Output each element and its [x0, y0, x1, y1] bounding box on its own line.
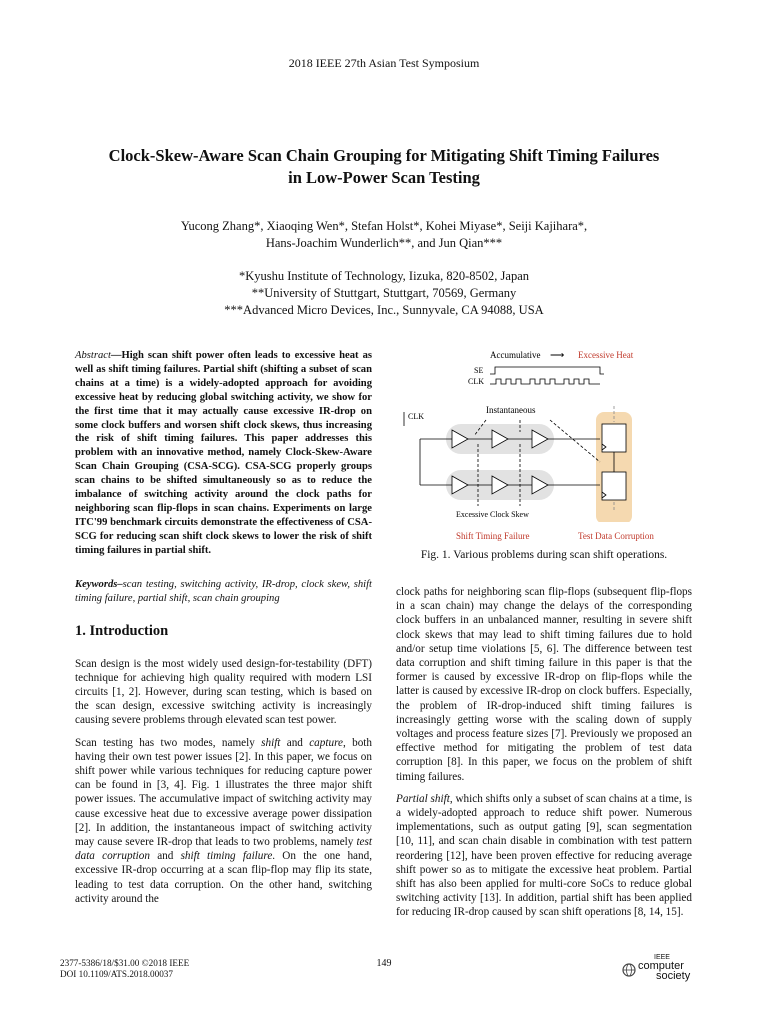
label-clk: CLK [408, 412, 424, 421]
section-heading-introduction: 1. Introduction [75, 623, 169, 640]
text-span: Scan testing has two modes, namely [75, 736, 262, 749]
text-span: . On the one hand, excessive IR-drop occurring at a scan flip-flop may flip its state, leading to test data corruption. On the other hand, switching activity around the [75, 850, 372, 905]
right-column [396, 585, 692, 928]
text-span: and [149, 850, 181, 863]
keywords [75, 578, 372, 606]
intro-paragraph-3: clock paths for neighboring scan flip-flops (subsequent flip-flops in a scan chain) may change the delays of the corresponding clock buffers in an unbalanced manner, resulting in severe shift clock skews that may lead to shift timing failures due to hold and/or setup time violations [5, 6]. The difference between test data corruption and shift timing failure in this paper is that the former is caused by excessive IR-drop on flip-flops while the latter is caused by excessive IR-drop on clock buffers. Especially, the problem of IR-drop-induced shift timing failures is increasingly getting worse with the scaling down of supply voltages and process feature sizes [7]. Previously we proposed an effective method for mitigating the problem of test data corruption [8]. In this paper, we focus on the problem of shift timing failures. [396, 586, 692, 783]
keywords-lead: Keywords– [75, 578, 123, 590]
title-line-1: Clock-Skew-Aware Scan Chain Grouping for Mitigating Shift Timing Failures [108, 146, 660, 165]
abstract-text: —High scan shift power often leads to excessive heat as well as shift timing failures. Partial shift (shifting a subset of scan chains at a time) is a widely-adopted approach for avoiding excessive heat by reducing global switching activity, we show for the first time that it may actually cause excessive IR-drop on some clock buffers and worsen shift clock skews, thus increasing the risk of shift timing failures. This paper addresses this problem with an innovative method, namely Clock-Skew-Aware Scan Chain Grouping (CSA-SCG). CSA-SCG properly groups scan chains to be shifted simultaneously so as to reduce the imbalance of switching activity around the clock paths for neighboring scan flip-flops in scan chains. Experiments on large ITC'99 benchmark circuits demonstrate the effectiveness of CSA-SCG for reducing scan shift clock skews to lower the risk of shift timing failures in partial shift. [75, 350, 372, 556]
clk-waveform [490, 379, 600, 384]
label-excessive-clock-skew: Excessive Clock Skew [456, 510, 529, 519]
abstract-lead: Abstract [75, 350, 111, 361]
conference-name: 2018 IEEE 27th Asian Test Symposium [288, 56, 480, 70]
logo-text [638, 961, 690, 981]
label-shift-timing-failure: Shift Timing Failure [456, 531, 530, 541]
dashed-arrow [550, 420, 600, 462]
authors-line-2: Hans-Joachim Wunderlich**, and Jun Qian*** [265, 236, 503, 250]
label-accumulative: Accumulative [490, 350, 541, 360]
se-waveform [490, 367, 604, 374]
keywords-text: scan testing, switching activity, IR-drop, clock skew, shift timing failure, partial shift, scan chain grouping [75, 578, 372, 604]
left-column [75, 349, 372, 914]
authors-line-1: Yucong Zhang*, Xiaoqing Wen*, Stefan Holst*, Kohei Miyase*, Seiji Kajihara*, [180, 219, 588, 233]
label-se: SE [474, 366, 484, 375]
affiliation-1: *Kyushu Institute of Technology, Iizuka, 820-8502, Japan [238, 269, 530, 283]
logo-ieee-text: IEEE [654, 954, 670, 961]
arrow-icon: ⟶ [550, 350, 565, 361]
text-span: , both having their own test power issues [2]. In this paper, we focus on shift power while various techniques for reducing capture power can be found in [3, 4]. Fig. 1 illustrates the three major shift power issues. The accumulative impact of switching activity may cause excessive heat due to excessive average power dissipation [2]. In addition, the instantaneous impact of switching activity may cause severe IR-drop that leads to two problems, namely [75, 736, 372, 849]
term-capture: capture [309, 736, 343, 749]
logo-computer-text: computer [638, 960, 684, 972]
footer-line-1: 2377-5386/18/$31.00 ©2018 IEEE [60, 958, 190, 968]
term-partial-shift: Partial shift [396, 792, 450, 805]
term-shift: shift [261, 736, 281, 749]
footer-line-2: DOI 10.1109/ATS.2018.00037 [60, 969, 173, 979]
logo-society-text: society [656, 970, 691, 982]
affiliation-2: **University of Stuttgart, Stuttgart, 70569, Germany [251, 286, 517, 300]
term-shift-timing-failure: shift timing failure [180, 850, 273, 863]
abstract [75, 349, 372, 558]
term-test-data-corruption: test data corruption [75, 836, 372, 863]
text-span: , which shifts only a subset of scan chains at a time, is a widely-adopted approach to reduce shift power. Numerous implementations, such as output gating [9], scan segmentation [10, 11], and scan chain disable in combination with test pattern reordering [12], have been proven effective for reducing average shift power so as to mitigate the excessive heat problem. Partial shift has also been applied for multi-core SoCs to reduce global switching activity [13]. In addition, partial shift has been applied for reducing IR-drop caused by scan shift operations [8, 14, 15]. [396, 792, 692, 919]
figure-caption: Fig. 1. Various problems during scan shift operations. [420, 549, 668, 561]
affiliation-3: ***Advanced Micro Devices, Inc., Sunnyvale, CA 94088, USA [224, 303, 544, 317]
figure-1-diagram [400, 346, 690, 522]
intro-paragraph-4 [396, 792, 692, 920]
intro-paragraph-1: Scan design is the most widely used design-for-testability (DFT) technique for achieving high quality required with modern LSI circuits [1, 2]. However, during scan testing, which is based on the scan design, excessive switching activity is increasingly causing severe problems through elevated scan test power. [75, 657, 372, 727]
intro-paragraph-2 [75, 736, 372, 906]
label-excessive-heat: Excessive Heat [578, 350, 634, 360]
author-list [0, 218, 768, 252]
label-instantaneous: Instantaneous [486, 405, 536, 415]
title-line-2: in Low-Power Scan Testing [288, 168, 480, 187]
affiliations [0, 268, 768, 319]
page-number: 149 [376, 958, 392, 969]
label-test-data-corruption: Test Data Corruption [578, 531, 654, 541]
text-span: and [280, 736, 310, 749]
ieee-computer-society-logo [622, 954, 712, 986]
label-clk-wave: CLK [468, 377, 484, 386]
paper-title [0, 145, 768, 189]
globe-icon [622, 963, 636, 977]
